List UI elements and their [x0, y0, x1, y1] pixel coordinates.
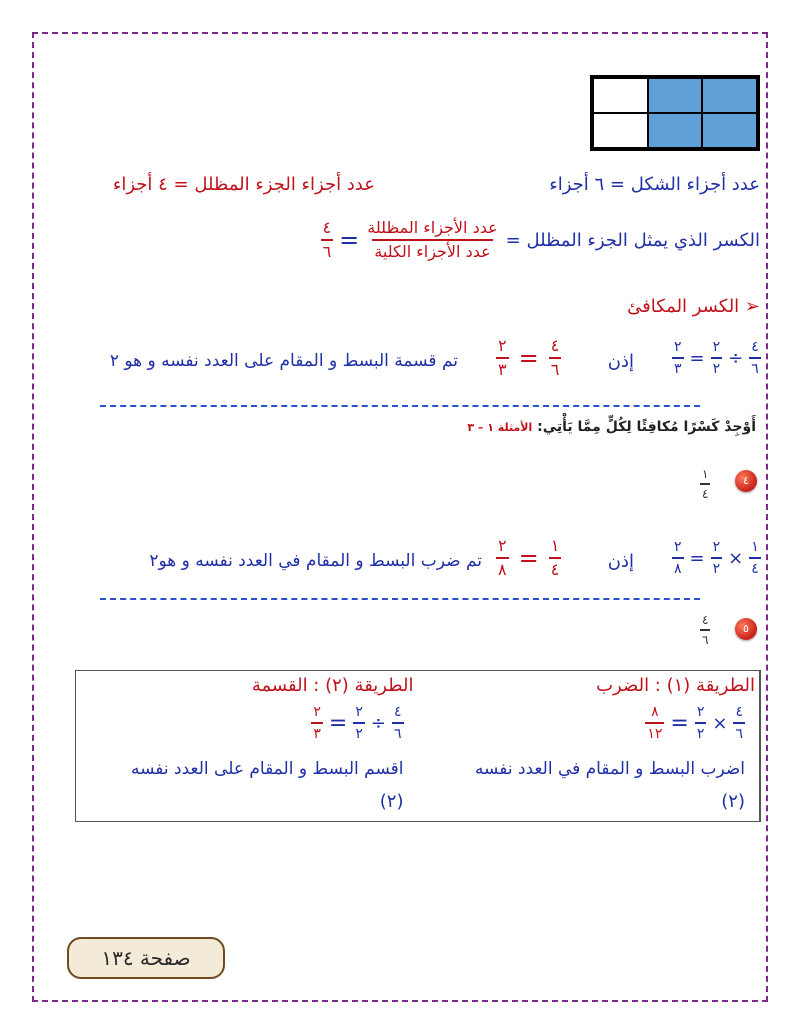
num: ٤ — [702, 613, 709, 627]
fraction — [549, 538, 562, 578]
num: ٢ — [674, 339, 682, 355]
den: ٣ — [496, 357, 509, 378]
divide-sign: ÷ — [728, 347, 744, 369]
example-4-explanation: تم ضرب البسط و المقام في العدد نفسه و هو٢ — [149, 551, 482, 571]
den: ٦ — [392, 722, 404, 741]
den: ٢ — [711, 357, 723, 376]
fraction — [700, 468, 710, 500]
method-1-calc — [645, 705, 745, 741]
fraction — [733, 705, 745, 741]
result-num: ٤ — [322, 218, 332, 237]
den: ٤ — [749, 557, 761, 576]
fraction — [645, 705, 664, 741]
question-4-fraction — [700, 468, 710, 500]
fraction-definition — [321, 220, 760, 260]
den: ٢ — [353, 722, 365, 741]
den: ٤ — [700, 483, 710, 500]
shape-cell-shaded — [702, 113, 757, 148]
dashed-separator — [100, 598, 700, 600]
method-1-cell — [418, 671, 761, 821]
fraction — [311, 705, 323, 741]
word-fraction-num: عدد الأجزاء المظللة — [367, 218, 498, 237]
question-5-fraction — [700, 614, 710, 646]
dashed-separator — [100, 405, 700, 407]
page-number-badge: صفحة ١٣٤ — [67, 937, 225, 979]
item-4-badge: ٤ — [735, 470, 757, 492]
then-word: إذن — [607, 351, 634, 372]
then-word: إذن — [607, 551, 634, 572]
example-3-explanation: تم قسمة البسط و المقام على العدد نفسه و هو ٢ — [109, 351, 458, 371]
num: ٤ — [393, 704, 402, 720]
den: ١٢ — [645, 722, 664, 741]
num: ٢ — [674, 539, 682, 555]
word-fraction — [365, 220, 499, 260]
example-4-calc — [672, 540, 761, 576]
equivalent-fraction-heading: ➢ الكسر المكافئ — [627, 296, 760, 317]
equals-sign: = — [518, 544, 539, 572]
num: ١ — [550, 536, 560, 555]
num: ١ — [751, 539, 759, 555]
fraction — [672, 540, 684, 576]
divide-sign: ÷ — [370, 712, 386, 734]
den: ٣ — [311, 722, 323, 741]
num: ٢ — [313, 704, 321, 720]
fraction — [749, 540, 761, 576]
example-3-result — [496, 338, 561, 378]
fraction-definition-lead: الكسر الذي يمثل الجزء المظلل = — [505, 229, 760, 251]
den: ٦ — [700, 629, 710, 646]
fraction — [711, 540, 723, 576]
examples-reference: الأمثلة ١ – ٣ — [467, 421, 533, 434]
method-1-number: (٢) — [721, 791, 745, 812]
multiply-sign: × — [728, 547, 744, 569]
fraction — [353, 705, 365, 741]
method-1-title: الطريقة (١) : الضرب — [596, 675, 755, 696]
num: ٤ — [751, 339, 759, 355]
method-2-cell — [76, 671, 418, 821]
fraction — [549, 338, 562, 378]
method-2-title: الطريقة (٢) : القسمة — [251, 675, 414, 696]
equals-sign: = — [328, 710, 348, 736]
instruction-text: أَوْجِدْ كَسْرًا مُكافِئًا لِكُلٍّ مِمَّا يَأْتِي: — [537, 419, 756, 435]
multiply-sign: × — [712, 712, 728, 734]
den: ٨ — [672, 557, 684, 576]
den: ٦ — [549, 357, 562, 378]
num: ٢ — [712, 339, 721, 355]
example-4-result — [496, 538, 561, 578]
fraction — [672, 340, 684, 376]
num: ٢ — [498, 536, 507, 555]
den: ٢ — [711, 557, 723, 576]
result-fraction — [321, 220, 334, 260]
item-5-badge: ٥ — [735, 618, 757, 640]
num: ٢ — [355, 704, 363, 720]
fraction — [700, 614, 710, 646]
word-fraction-den: عدد الأجزاء الكلية — [372, 239, 492, 260]
instruction-line — [467, 419, 756, 435]
total-parts-text: عدد أجزاء الشكل = ٦ أجزاء — [549, 174, 760, 195]
num: ٢ — [498, 336, 507, 355]
shape-cell-shaded — [702, 78, 757, 113]
example-3-calc — [672, 340, 761, 376]
num: ٤ — [550, 336, 560, 355]
den: ٤ — [549, 557, 562, 578]
den: ٦ — [733, 722, 745, 741]
shape-cell — [593, 78, 648, 113]
shape-cell-shaded — [648, 113, 703, 148]
shaded-parts-text: عدد أجزاء الجزء المظلل = ٤ أجزاء — [112, 174, 375, 195]
fraction — [749, 340, 761, 376]
num: ٤ — [735, 704, 743, 720]
shape-cell — [593, 113, 648, 148]
fraction — [496, 538, 509, 578]
equals-sign: = — [689, 547, 705, 569]
shape-cell-shaded — [648, 78, 703, 113]
fraction — [496, 338, 509, 378]
method-2-number: (٢) — [379, 791, 404, 812]
equals-sign: = — [670, 710, 689, 736]
fraction — [711, 340, 723, 376]
fraction — [695, 705, 707, 741]
den: ٨ — [496, 557, 509, 578]
fraction-shape-grid — [590, 75, 760, 151]
equals-sign: = — [689, 347, 705, 369]
num: ٢ — [712, 539, 721, 555]
fraction — [392, 705, 404, 741]
equals-sign: = — [339, 226, 360, 254]
num: ٨ — [651, 704, 659, 720]
den: ٦ — [749, 357, 761, 376]
result-den: ٦ — [321, 239, 334, 260]
method-2-calc — [311, 705, 403, 741]
method-1-description: اضرب البسط و المقام في العدد نفسه — [474, 759, 745, 779]
methods-table — [75, 670, 761, 822]
equals-sign: = — [518, 344, 539, 372]
den: ٣ — [672, 357, 684, 376]
num: ١ — [702, 467, 709, 481]
den: ٢ — [695, 722, 707, 741]
num: ٢ — [696, 704, 705, 720]
method-2-description: اقسم البسط و المقام على العدد نفسه — [131, 759, 404, 779]
